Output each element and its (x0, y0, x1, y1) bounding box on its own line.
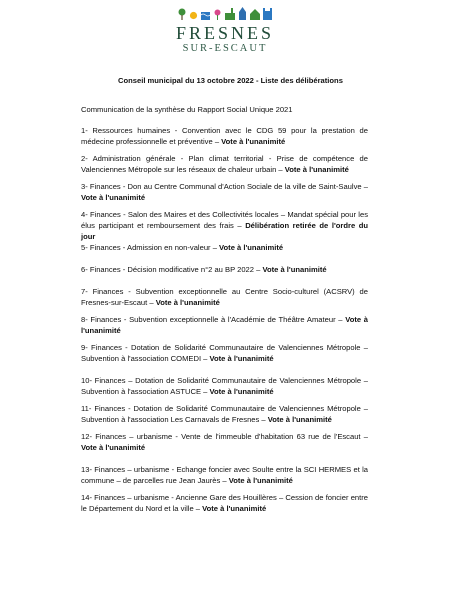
deliberation-text: 13- Finances – urbanisme - Echange foncier avec Soulte entre la SCI HERMES et la commune – de parcelles rue Jean Jaurès – (81, 465, 368, 485)
deliberation-text: 6- Finances - Décision modificative n°2 au BP 2022 – (81, 265, 263, 274)
deliberation-vote: Vote à l'unanimité (202, 504, 267, 513)
logo-flower-icon (213, 9, 222, 20)
deliberation-text: 12- Finances – urbanisme - Vente de l'immeuble d'habitation 63 rue de l'Escaut – (81, 432, 368, 441)
deliberation-vote: Vote à l'unanimité (209, 387, 274, 396)
deliberation-vote: Vote à l'unanimité (81, 193, 146, 202)
deliberation-item (81, 464, 368, 486)
deliberation-text: 8- Finances - Subvention exceptionnelle à l'Académie de Théâtre Amateur – (81, 315, 346, 324)
deliberation-item (81, 153, 368, 175)
logo-church-icon (238, 7, 247, 20)
deliberation-vote: Vote à l'unanimité (284, 165, 349, 174)
deliberation-item (81, 181, 368, 203)
deliberation-vote: Vote à l'unanimité (209, 354, 274, 363)
deliberation-vote: Vote à l'unanimité (155, 298, 220, 307)
deliberation-item (81, 209, 368, 242)
deliberation-vote: Vote à l'unanimité (262, 265, 327, 274)
logo-icons (0, 6, 450, 20)
deliberation-vote: Délibération retirée de l'ordre du jour (81, 221, 368, 241)
deliberation-text: 5- Finances - Admission en non-valeur – (81, 243, 220, 252)
deliberation-item (81, 403, 368, 425)
document-title: Conseil municipal du 13 octobre 2022 - Liste des délibérations (118, 76, 343, 85)
town-logo (0, 6, 450, 55)
deliberation-vote: Vote à l'unanimité (221, 137, 286, 146)
deliberation-item (81, 314, 368, 336)
logo-castle-icon (263, 8, 272, 20)
deliberation-item (81, 375, 368, 397)
logo-house-icon (250, 9, 260, 20)
deliberation-item (81, 342, 368, 364)
deliberation-vote: Vote à l'unanimité (228, 476, 293, 485)
deliberation-item (81, 286, 368, 308)
deliberation-text: 4- Finances - Salon des Maires et des Collectivités locales – Mandat spécial pour les élus participant et remboursement des frais – (81, 210, 368, 230)
deliberation-item (81, 492, 368, 514)
logo-tree-icon (178, 8, 186, 20)
deliberation-item (81, 242, 368, 253)
deliberation-vote: Vote à l'unanimité (81, 443, 146, 452)
logo-water-icon (201, 10, 210, 20)
logo-name: FRESNES (175, 23, 275, 43)
deliberation-text: 7- Finances - Subvention exceptionnelle au Centre Socio-culturel (ACSRV) de Fresnes-sur-Escaut – (81, 287, 368, 307)
deliberation-text: 2- Administration générale - Plan climat territorial - Prise de compétence de Valenciennes Métropole sur les réseaux de chaleur urbain – (81, 154, 368, 174)
deliberation-vote: Vote à l'unanimité (267, 415, 332, 424)
deliberation-text: 10- Finances – Dotation de Solidarité Communautaire de Valenciennes Métropole – Subvention à l'association ASTUCE – (81, 376, 368, 396)
deliberation-text: 11- Finances - Dotation de Solidarité Communautaire de Valenciennes Métropole – Subvention à l'association Les Carnavals de Fresnes – (81, 404, 368, 424)
deliberation-item (81, 431, 368, 453)
logo-sun-icon (189, 11, 198, 20)
deliberation-text: 3- Finances - Don au Centre Communal d'Action Sociale de la ville de Saint-Saulve – (81, 182, 368, 191)
deliberation-vote: Vote à l'unanimité (219, 243, 284, 252)
intro-line: Communication de la synthèse du Rapport Social Unique 2021 (81, 105, 293, 114)
deliberation-text: 14- Finances – urbanisme - Ancienne Gare des Houillères – Cession de foncier entre le Département du Nord et la ville – (81, 493, 368, 513)
logo-subtitle: SUR-ESCAUT (182, 43, 268, 54)
deliberation-text: 9- Finances - Dotation de Solidarité Communautaire de Valenciennes Métropole – Subvention à l'association COMEDI – (81, 343, 368, 363)
deliberation-item (81, 125, 368, 147)
deliberation-vote: Vote à l'unanimité (81, 315, 368, 335)
logo-factory-icon (225, 8, 235, 20)
deliberation-text: 1- Ressources humaines - Convention avec le CDG 59 pour la prestation de médecine professionnelle et préventive – (81, 126, 368, 146)
deliberation-item (81, 264, 368, 275)
